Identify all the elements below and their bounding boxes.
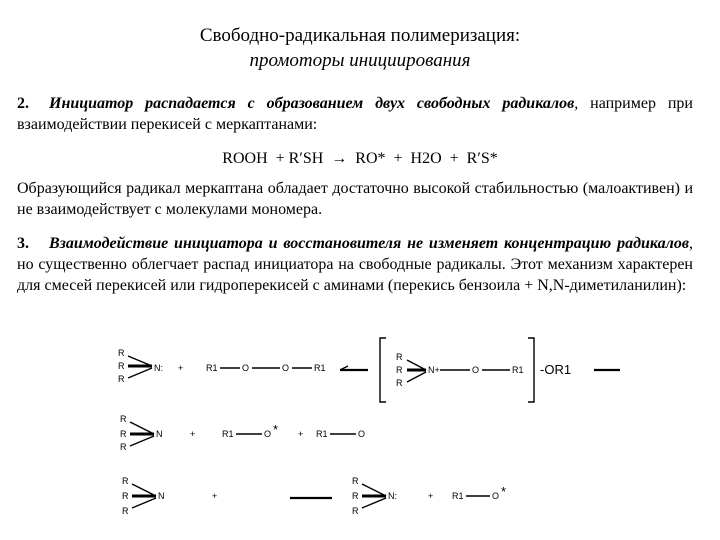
r-label: R	[120, 414, 127, 424]
plus-sign: +	[212, 491, 218, 501]
o-label: O	[242, 363, 250, 373]
item-heading: Взаимодействие инициатора и восстановителя не изменяет концентрацию радикалов	[49, 235, 689, 252]
r-label: R	[120, 429, 127, 439]
plus-sign: +	[428, 491, 434, 501]
r1-label: R1	[512, 365, 524, 375]
item-heading: Инициатор распадается с образованием двух свободных радикалов	[49, 95, 575, 112]
r-label: R	[396, 378, 403, 388]
paragraph-radical: Образующийся радикал меркаптана обладает достаточно высокой стабильностью (малоактивен) и не взаимодействует с молекулами мономера.	[17, 180, 693, 218]
r-label: R	[396, 365, 403, 375]
r-label: R	[352, 476, 359, 486]
o-label: O	[492, 491, 500, 501]
r1-label: R1	[206, 363, 218, 373]
r-label: R	[118, 348, 125, 358]
r-label: R	[122, 506, 129, 516]
r-label: R	[352, 506, 359, 516]
o-label: O	[472, 365, 480, 375]
r-label: R	[120, 442, 127, 452]
reaction-equation: ROOH + R′SH → RO* + H2O + R′S*	[222, 150, 498, 167]
item-text: , например при взаимодействии перекисей с меркаптанами:	[17, 95, 693, 133]
r-label: R	[118, 361, 125, 371]
item-number: 2.	[17, 95, 29, 112]
slide-subtitle: промоторы инициирования	[249, 50, 471, 71]
radical-star: *	[273, 422, 279, 437]
scheme-row-2-labels	[120, 414, 365, 452]
plus-sign: +	[178, 363, 184, 373]
r-label: R	[122, 491, 129, 501]
o-label: O	[358, 429, 366, 439]
slide-title: Свободно-радикальная полимеризация:	[199, 25, 521, 46]
plus-sign: +	[298, 429, 304, 439]
paragraph-2	[17, 93, 693, 135]
reaction-scheme	[0, 330, 720, 535]
plus-sign: +	[190, 429, 196, 439]
scheme-row-3-labels	[122, 476, 506, 516]
o-label: O	[282, 363, 290, 373]
scheme-row-3	[132, 484, 490, 508]
n-plus-label: N+	[428, 365, 440, 375]
radical-star: *	[501, 484, 507, 499]
n-label: N	[156, 429, 163, 439]
r-label: R	[352, 491, 359, 501]
r1-label: R1	[316, 429, 328, 439]
item-number: 3.	[17, 235, 29, 252]
r1-label: R1	[452, 491, 464, 501]
r1-label: R1	[222, 429, 234, 439]
or1-label: -OR1	[540, 362, 572, 377]
r-label: R	[396, 352, 403, 362]
n-radical-label: N:	[154, 363, 163, 373]
n-radical-label: N:	[388, 491, 397, 501]
paragraph-3	[17, 233, 693, 296]
n-label: N	[158, 491, 165, 501]
r-label: R	[118, 374, 125, 384]
item-text: , но существенно облегчает распад инициатора на свободные радикалы. Этот механизм характерен для смесей перекисей или гидроперекисей с аминами (перекись бензоила + N,N-диметиланилин):	[17, 235, 693, 294]
r-label: R	[122, 476, 129, 486]
o-label: O	[264, 429, 272, 439]
r1-label: R1	[314, 363, 326, 373]
